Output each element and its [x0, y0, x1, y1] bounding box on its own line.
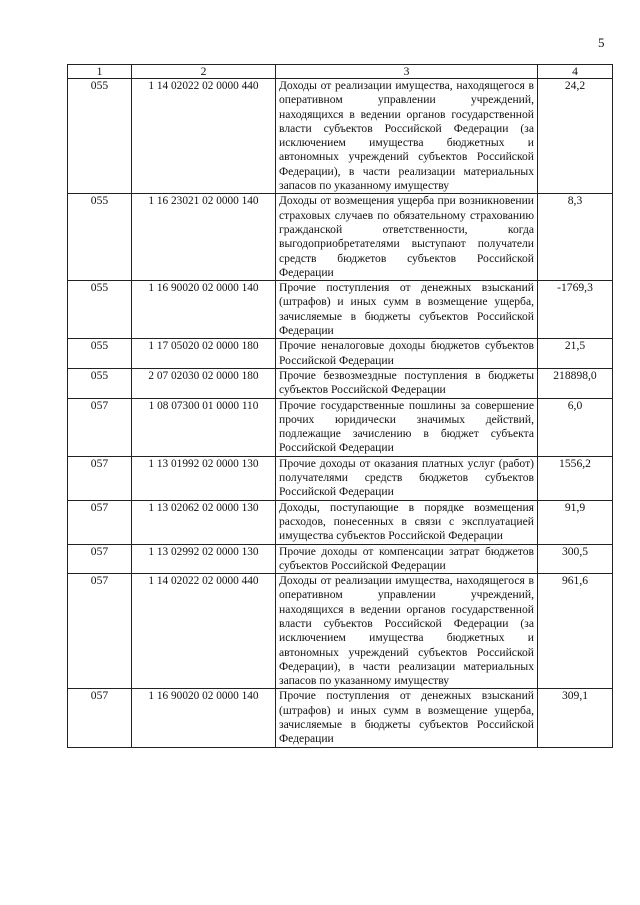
- table-row: [68, 544, 613, 574]
- table-row: [68, 500, 613, 544]
- admin-code: 057: [68, 544, 132, 574]
- revenue-name: Доходы, поступающие в порядке возмещения расходов, понесенных в связи с эксплуатацией имущества субъектов Российской Федерации: [276, 500, 538, 544]
- table-row: [68, 368, 613, 398]
- budget-code: 1 08 07300 01 0000 110: [132, 398, 276, 456]
- revenue-name: Прочие доходы от оказания платных услуг (работ) получателями средств бюджетов субъектов Российской Федерации: [276, 456, 538, 500]
- admin-code: 055: [68, 79, 132, 194]
- budget-code: 1 13 02062 02 0000 130: [132, 500, 276, 544]
- amount: 6,0: [538, 398, 613, 456]
- budget-code: 2 07 02030 02 0000 180: [132, 368, 276, 398]
- admin-code: 055: [68, 281, 132, 339]
- revenue-name: Прочие поступления от денежных взысканий (штрафов) и иных сумм в возмещение ущерба, зачисляемые в бюджеты субъектов Российской Федерации: [276, 689, 538, 747]
- amount: 1556,2: [538, 456, 613, 500]
- admin-code: 057: [68, 456, 132, 500]
- amount: 8,3: [538, 194, 613, 281]
- admin-code: 055: [68, 194, 132, 281]
- table-row: [68, 339, 613, 369]
- budget-code: 1 16 23021 02 0000 140: [132, 194, 276, 281]
- revenue-name: Прочие безвозмездные поступления в бюджеты субъектов Российской Федерации: [276, 368, 538, 398]
- budget-code: 1 17 05020 02 0000 180: [132, 339, 276, 369]
- header-col-3: 3: [276, 65, 538, 79]
- revenue-name: Доходы от реализации имущества, находящегося в оперативном управлении учреждений, находящихся в ведении органов государственной власти субъектов Российской Федерации (за исключением имущества бюджетных и автономных учреждений субъектов Российской Федерации), в части реализации материальных запасов по указанному имуществу: [276, 79, 538, 194]
- header-col-2: 2: [132, 65, 276, 79]
- table-row: [68, 574, 613, 689]
- amount: -1769,3: [538, 281, 613, 339]
- amount: 300,5: [538, 544, 613, 574]
- budget-code: 1 16 90020 02 0000 140: [132, 689, 276, 747]
- amount: 309,1: [538, 689, 613, 747]
- amount: 218898,0: [538, 368, 613, 398]
- amount: 21,5: [538, 339, 613, 369]
- amount: 24,2: [538, 79, 613, 194]
- revenue-name: Прочие государственные пошлины за совершение прочих юридически значимых действий, подлежащие зачислению в бюджет субъекта Российской Федерации: [276, 398, 538, 456]
- revenue-name: Доходы от реализации имущества, находящегося в оперативном управлении учреждений, находящихся в ведении органов государственной власти субъектов Российской Федерации (за исключением имущества бюджетных и автономных учреждений субъектов Российской Федерации), в части реализации материальных запасов по указанному имуществу: [276, 574, 538, 689]
- page-number: 5: [598, 35, 605, 50]
- table-row: [68, 398, 613, 456]
- header-col-1: 1: [68, 65, 132, 79]
- budget-code: 1 14 02022 02 0000 440: [132, 574, 276, 689]
- admin-code: 057: [68, 574, 132, 689]
- revenue-name: Прочие поступления от денежных взысканий (штрафов) и иных сумм в возмещение ущерба, зачисляемые в бюджеты субъектов Российской Федерации: [276, 281, 538, 339]
- revenue-name: Прочие доходы от компенсации затрат бюджетов субъектов Российской Федерации: [276, 544, 538, 574]
- budget-code: 1 13 02992 02 0000 130: [132, 544, 276, 574]
- admin-code: 057: [68, 500, 132, 544]
- header-row: [68, 65, 613, 79]
- table-row: [68, 689, 613, 747]
- revenue-name: Прочие неналоговые доходы бюджетов субъектов Российской Федерации: [276, 339, 538, 369]
- revenue-table: [67, 64, 613, 748]
- revenue-name: Доходы от возмещения ущерба при возникновении страховых случаев по обязательному страхованию гражданской ответственности, когда выгодоприобретателями выступают получатели средств бюджетов субъектов Российской Федерации: [276, 194, 538, 281]
- admin-code: 055: [68, 368, 132, 398]
- table-row: [68, 194, 613, 281]
- table-row: [68, 281, 613, 339]
- admin-code: 057: [68, 398, 132, 456]
- table-row: [68, 456, 613, 500]
- amount: 91,9: [538, 500, 613, 544]
- amount: 961,6: [538, 574, 613, 689]
- budget-code: 1 13 01992 02 0000 130: [132, 456, 276, 500]
- budget-code: 1 14 02022 02 0000 440: [132, 79, 276, 194]
- table-row: [68, 79, 613, 194]
- budget-code: 1 16 90020 02 0000 140: [132, 281, 276, 339]
- header-col-4: 4: [538, 65, 613, 79]
- admin-code: 055: [68, 339, 132, 369]
- admin-code: 057: [68, 689, 132, 747]
